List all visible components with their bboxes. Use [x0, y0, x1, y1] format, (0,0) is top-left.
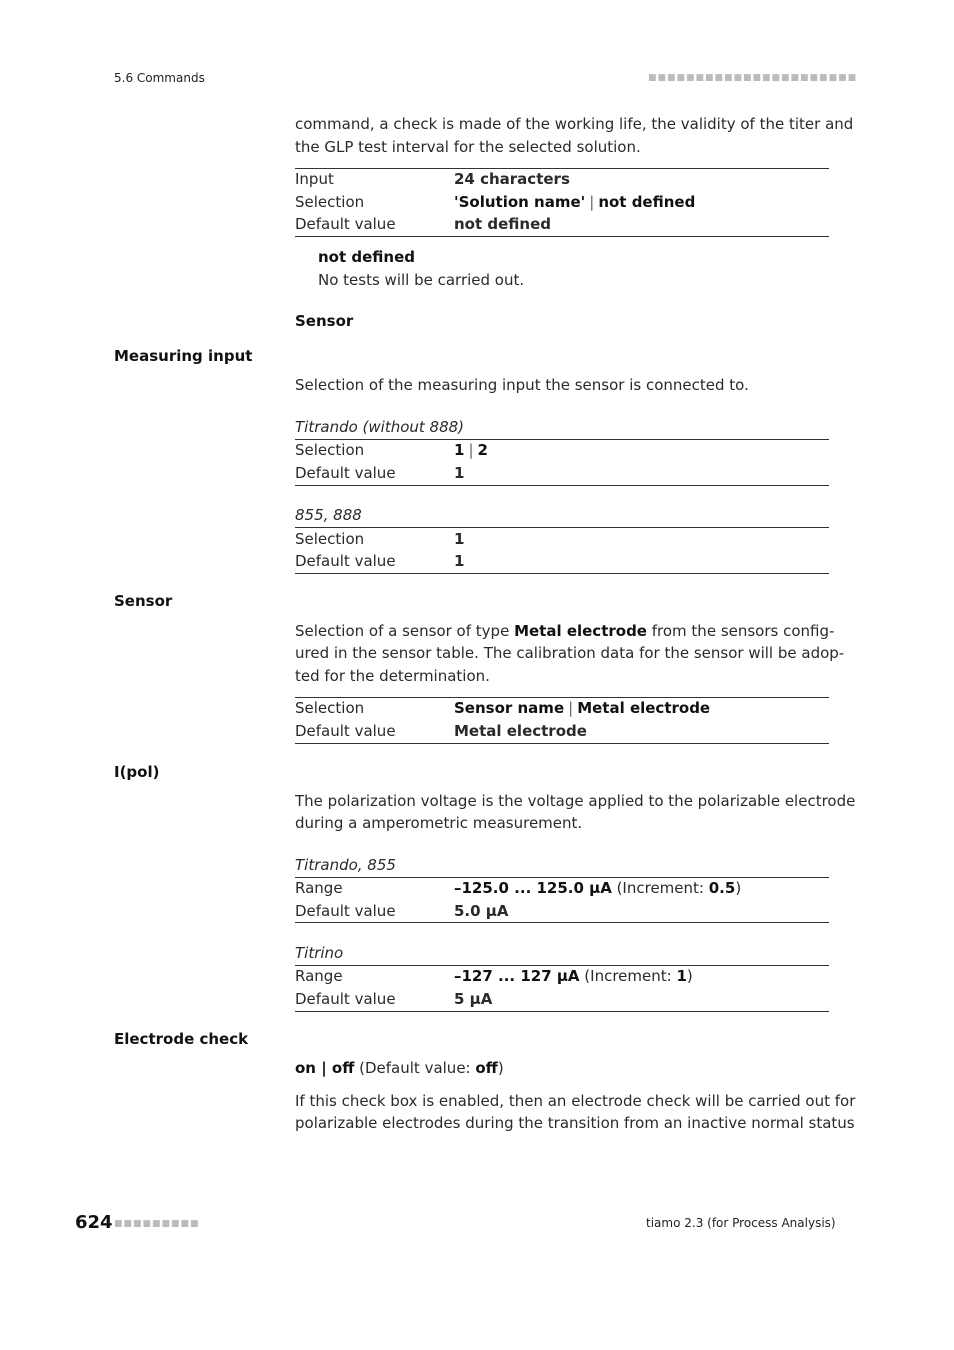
intro-line-1: command, a check is made of the working life, the validity of the titer and: [295, 115, 854, 133]
row-key: Selection: [295, 441, 365, 459]
device-label: Titrino: [295, 944, 344, 962]
text-run: ): [497, 1059, 504, 1077]
page-number: 624: [75, 1212, 113, 1233]
ipol-description-line-2: during a amperometric measurement.: [295, 814, 583, 832]
device-label: Titrando, 855: [295, 856, 396, 874]
table-row-default: [295, 988, 829, 1010]
measuring-input-title: Measuring input: [114, 347, 253, 365]
row-value: 24 characters: [454, 170, 570, 188]
row-key: Selection: [295, 530, 365, 548]
value-option: Sensor name: [454, 699, 565, 717]
table-rule: [295, 922, 829, 923]
value-option: Metal electrode: [577, 699, 711, 717]
range-value: –125.0 ... 125.0 µA: [454, 879, 612, 897]
row-value: [454, 439, 488, 461]
text-run: ): [686, 967, 693, 985]
table-row-default: [295, 550, 829, 572]
row-value: 5 µA: [454, 990, 493, 1008]
row-value: 1: [454, 464, 465, 482]
table-row-default: [295, 213, 829, 235]
text-run: from the sensors config-: [646, 622, 835, 640]
table-row-selection: [295, 697, 829, 719]
row-key: Input: [295, 170, 334, 188]
table-row-selection: [295, 439, 829, 461]
table-row-input: [295, 168, 829, 190]
row-value: 1: [454, 552, 465, 570]
option-separator: |: [589, 193, 595, 211]
value-option: 'Solution name': [454, 193, 586, 211]
table-row-default: [295, 462, 829, 484]
row-key: Range: [295, 967, 343, 985]
sensor-description-line-3: ted for the determination.: [295, 667, 490, 685]
electrode-check-options: [295, 1057, 504, 1080]
row-key: Range: [295, 879, 343, 897]
intro-line-2: the GLP test interval for the selected solution.: [295, 138, 641, 156]
row-value: 1: [454, 530, 465, 548]
row-key: Default value: [295, 464, 396, 482]
row-key: Selection: [295, 193, 365, 211]
text-run: Selection of a sensor of type: [295, 622, 515, 640]
table-rule: [295, 743, 829, 744]
sensor-description-line-1: [295, 620, 834, 643]
table-rule: [295, 485, 829, 486]
table-row-selection: [295, 528, 829, 550]
table-rule: [295, 573, 829, 574]
footer-dots: ■■■■■■■■■: [114, 1219, 200, 1229]
row-key: Default value: [295, 215, 396, 233]
value-option: not defined: [598, 193, 696, 211]
electrode-check-description-line-1: If this check box is enabled, then an electrode check will be carried out for: [295, 1092, 856, 1110]
row-value: [454, 965, 693, 987]
row-key: Default value: [295, 990, 396, 1008]
option-separator: |: [568, 699, 574, 717]
device-label: Titrando (without 888): [295, 418, 465, 436]
table-row-default: [295, 900, 829, 922]
default-value: off: [475, 1059, 498, 1077]
text-run-bold: Metal electrode: [514, 622, 647, 640]
sensor-title: Sensor: [114, 592, 173, 610]
table-rule: [295, 1011, 829, 1012]
footer-product: tiamo 2.3 (for Process Analysis): [646, 1216, 836, 1230]
row-value: [454, 697, 710, 719]
table-row-default: [295, 720, 829, 742]
row-value: 5.0 µA: [454, 902, 509, 920]
row-value: not defined: [454, 215, 551, 233]
text-run: (Default value:: [354, 1059, 476, 1077]
table-row-range: [295, 877, 829, 899]
row-value: [454, 191, 695, 213]
options-values: on | off: [295, 1059, 355, 1077]
device-label: 855, 888: [295, 506, 362, 524]
row-value: Metal electrode: [454, 722, 587, 740]
measuring-input-description: Selection of the measuring input the sensor is connected to.: [295, 376, 749, 394]
definition-term: not defined: [318, 248, 415, 266]
table-row-range: [295, 965, 829, 987]
running-header-section: 5.6 Commands: [114, 71, 205, 85]
sensor-group-heading: Sensor: [295, 312, 354, 330]
electrode-check-description-line-2: polarizable electrodes during the transition from an inactive normal status: [295, 1114, 855, 1132]
value-option: 1: [454, 441, 465, 459]
text-run: (Increment:: [611, 879, 709, 897]
row-key: Default value: [295, 722, 396, 740]
running-header-dots: ■■■■■■■■■■■■■■■■■■■■■■: [648, 73, 858, 83]
sensor-description-line-2: ured in the sensor table. The calibration data for the sensor will be adop-: [295, 644, 845, 662]
text-run: ): [735, 879, 742, 897]
increment-value: 0.5: [708, 879, 736, 897]
electrode-check-title: Electrode check: [114, 1030, 249, 1048]
definition-description: No tests will be carried out.: [318, 271, 525, 289]
range-value: –127 ... 127 µA: [454, 967, 580, 985]
row-key: Selection: [295, 699, 365, 717]
row-key: Default value: [295, 902, 396, 920]
increment-value: 1: [676, 967, 687, 985]
ipol-title: I(pol): [114, 763, 160, 781]
table-row-selection: [295, 191, 829, 213]
row-key: Default value: [295, 552, 396, 570]
row-value: [454, 877, 741, 899]
option-separator: |: [468, 441, 474, 459]
value-option: 2: [477, 441, 488, 459]
text-run: (Increment:: [579, 967, 677, 985]
ipol-description-line-1: The polarization voltage is the voltage applied to the polarizable electrode: [295, 792, 856, 810]
table-rule: [295, 236, 829, 237]
